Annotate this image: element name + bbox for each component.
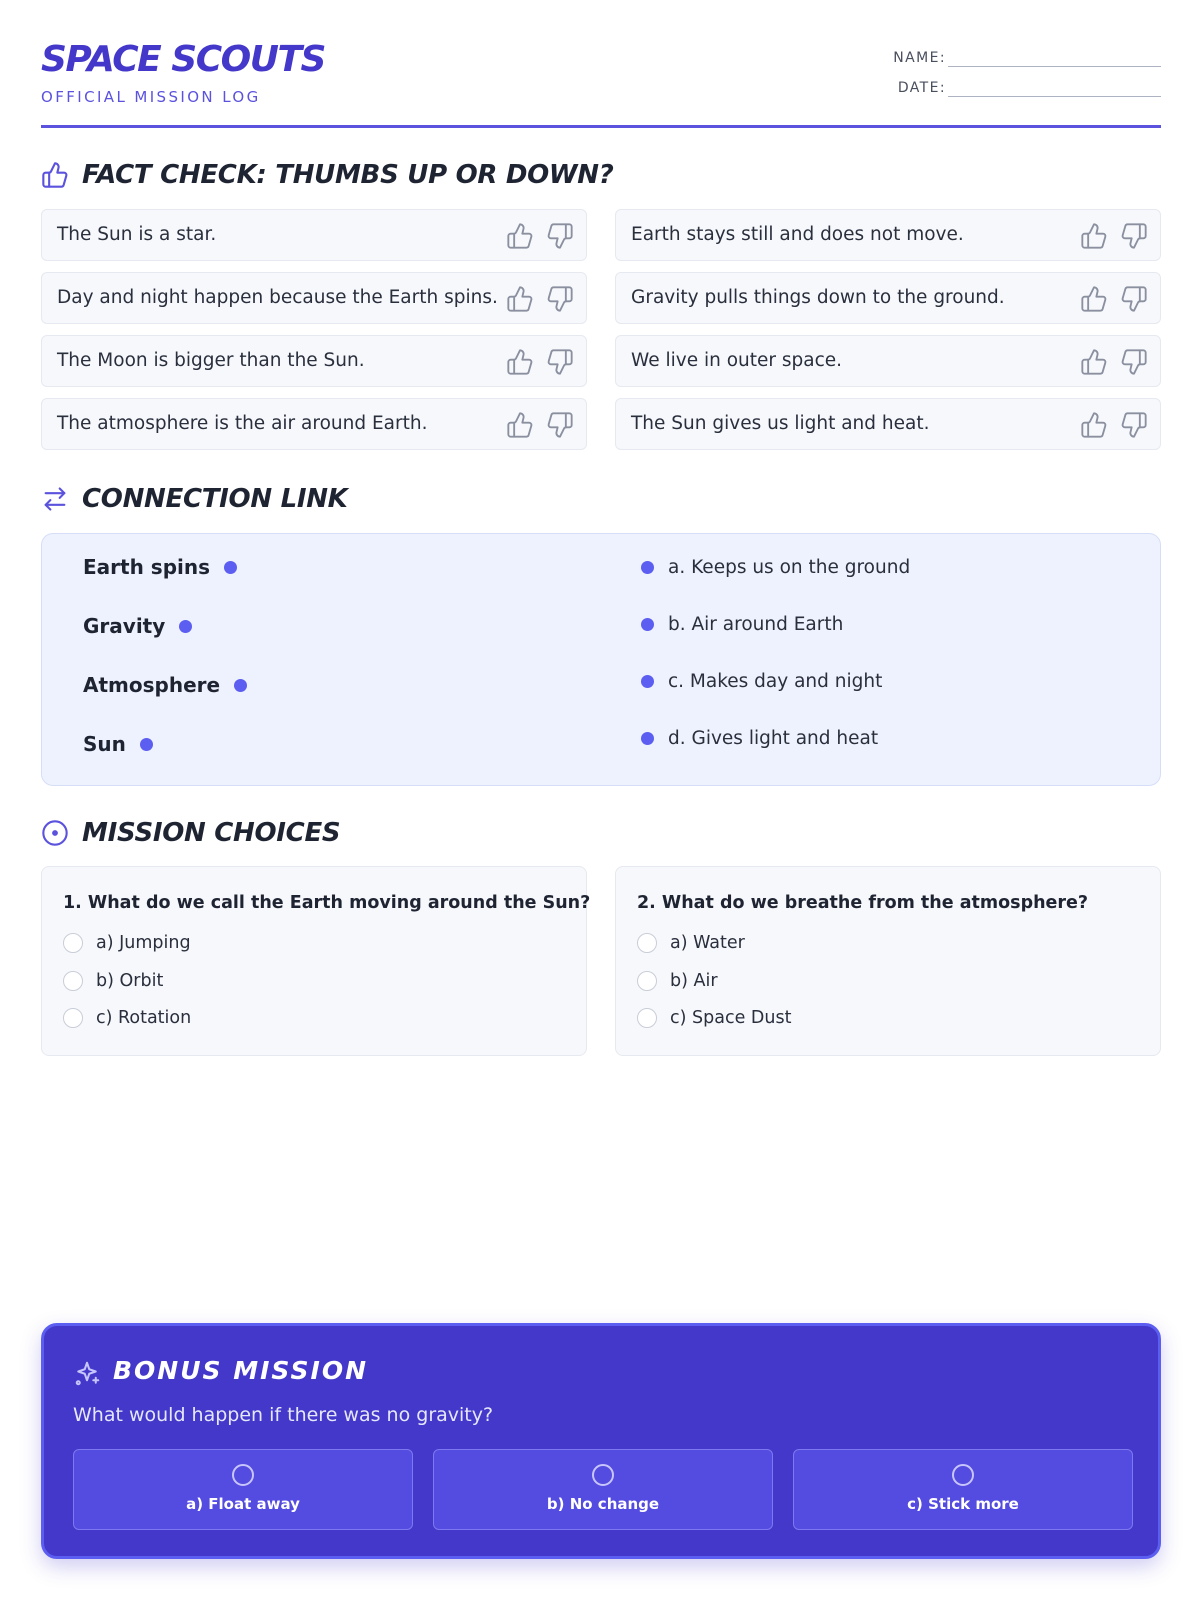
term-dot[interactable] xyxy=(224,561,237,574)
fact-check-title: FACT CHECK: THUMBS UP OR DOWN? xyxy=(82,160,614,190)
fact-text: The atmosphere is the air around Earth. xyxy=(57,413,428,434)
radio-button[interactable] xyxy=(63,1008,83,1028)
radio-button[interactable] xyxy=(637,971,657,991)
answer-option[interactable] xyxy=(63,933,191,953)
fact-text: We live in outer space. xyxy=(631,350,843,371)
thumbs-up-icon[interactable] xyxy=(1080,285,1108,313)
bonus-title: BONUS MISSION xyxy=(113,1356,369,1385)
question-text: 2. What do we breathe from the atmosphere? xyxy=(637,893,1089,913)
radio-button[interactable] xyxy=(63,933,83,953)
radio-button[interactable] xyxy=(952,1464,974,1486)
definition-label: b. Air around Earth xyxy=(668,614,844,635)
connection-definition xyxy=(641,671,882,692)
thumbs-down-icon[interactable] xyxy=(1120,285,1148,313)
definition-label: d. Gives light and heat xyxy=(668,728,879,749)
fact-card xyxy=(41,272,587,324)
fact-text: The Sun gives us light and heat. xyxy=(631,413,930,434)
thumbs-up-icon[interactable] xyxy=(1080,411,1108,439)
term-label: Gravity xyxy=(83,614,166,638)
radio-button[interactable] xyxy=(232,1464,254,1486)
swap-arrows-icon xyxy=(41,485,69,513)
name-label: NAME: xyxy=(893,50,946,66)
option-label: c) Rotation xyxy=(96,1008,192,1028)
bonus-option[interactable] xyxy=(73,1449,413,1530)
connection-definition xyxy=(641,614,843,635)
option-label: a) Water xyxy=(670,933,745,953)
name-line[interactable] xyxy=(948,66,1161,67)
question-card xyxy=(615,866,1161,1056)
fact-card xyxy=(615,272,1161,324)
connection-term xyxy=(83,732,153,756)
connection-box xyxy=(41,533,1161,786)
question-text: 1. What do we call the Earth moving around the Sun? xyxy=(63,893,591,913)
fact-text: The Moon is bigger than the Sun. xyxy=(57,350,365,371)
fact-card xyxy=(41,209,587,261)
option-label: c) Space Dust xyxy=(670,1008,792,1028)
option-label: b) Orbit xyxy=(96,971,164,991)
header xyxy=(41,38,1161,128)
target-icon xyxy=(41,819,69,847)
fact-text: Day and night happen because the Earth spins. xyxy=(57,287,498,308)
thumbs-down-icon[interactable] xyxy=(546,222,574,250)
brand-subtitle: OFFICIAL MISSION LOG xyxy=(41,88,261,106)
fact-card xyxy=(615,209,1161,261)
definition-dot[interactable] xyxy=(641,732,654,745)
answer-option[interactable] xyxy=(637,971,718,991)
definition-dot[interactable] xyxy=(641,675,654,688)
bonus-option-label: c) Stick more xyxy=(907,1495,1019,1513)
term-label: Sun xyxy=(83,732,126,756)
bonus-mission-panel xyxy=(41,1323,1161,1559)
answer-option[interactable] xyxy=(63,1008,191,1028)
name-field[interactable] xyxy=(871,48,1161,72)
thumbs-up-icon[interactable] xyxy=(506,411,534,439)
connection-term xyxy=(83,555,237,579)
thumbs-up-icon[interactable] xyxy=(506,222,534,250)
answer-option[interactable] xyxy=(63,971,163,991)
connection-term xyxy=(83,614,192,638)
term-dot[interactable] xyxy=(234,679,247,692)
thumbs-up-icon[interactable] xyxy=(1080,222,1108,250)
date-label: DATE: xyxy=(897,80,946,96)
bonus-question: What would happen if there was no gravity? xyxy=(73,1404,494,1426)
fact-card xyxy=(615,398,1161,450)
connection-term xyxy=(83,673,247,697)
fact-text: Earth stays still and does not move. xyxy=(631,224,964,245)
radio-button[interactable] xyxy=(637,1008,657,1028)
thumbs-up-icon[interactable] xyxy=(506,285,534,313)
bonus-option-label: b) No change xyxy=(546,1495,660,1513)
definition-label: a. Keeps us on the ground xyxy=(668,557,911,578)
connection-definition xyxy=(641,728,878,749)
thumbs-down-icon[interactable] xyxy=(546,285,574,313)
term-dot[interactable] xyxy=(140,738,153,751)
answer-option[interactable] xyxy=(637,1008,791,1028)
option-label: b) Air xyxy=(670,971,718,991)
thumbs-up-icon xyxy=(41,161,69,189)
definition-dot[interactable] xyxy=(641,618,654,631)
worksheet-page xyxy=(41,0,1161,1600)
brand-title: SPACE SCOUTS xyxy=(41,39,325,80)
bonus-option[interactable] xyxy=(793,1449,1133,1530)
date-field[interactable] xyxy=(871,78,1161,102)
question-card xyxy=(41,866,591,1056)
thumbs-up-icon[interactable] xyxy=(1080,348,1108,376)
sparkles-icon xyxy=(72,1359,102,1389)
thumbs-down-icon[interactable] xyxy=(1120,222,1148,250)
thumbs-down-icon[interactable] xyxy=(546,348,574,376)
term-dot[interactable] xyxy=(179,620,192,633)
choices-title: MISSION CHOICES xyxy=(82,818,341,848)
connection-definition xyxy=(641,557,910,578)
fact-card xyxy=(615,335,1161,387)
fact-card xyxy=(41,398,587,450)
definition-dot[interactable] xyxy=(641,561,654,574)
date-line[interactable] xyxy=(948,96,1161,97)
bonus-option-label: a) Float away xyxy=(186,1495,300,1513)
connection-title: CONNECTION LINK xyxy=(82,484,348,514)
thumbs-down-icon[interactable] xyxy=(546,411,574,439)
fact-text: The Sun is a star. xyxy=(57,224,217,245)
radio-button[interactable] xyxy=(637,933,657,953)
option-label: a) Jumping xyxy=(96,933,191,953)
thumbs-down-icon[interactable] xyxy=(1120,411,1148,439)
term-label: Earth spins xyxy=(83,555,211,579)
answer-option[interactable] xyxy=(637,933,745,953)
fact-text: Gravity pulls things down to the ground. xyxy=(631,287,1005,308)
radio-button[interactable] xyxy=(63,971,83,991)
thumbs-up-icon[interactable] xyxy=(506,348,534,376)
fact-card xyxy=(41,335,587,387)
thumbs-down-icon[interactable] xyxy=(1120,348,1148,376)
bonus-option[interactable] xyxy=(433,1449,773,1530)
radio-button[interactable] xyxy=(592,1464,614,1486)
term-label: Atmosphere xyxy=(83,673,221,697)
definition-label: c. Makes day and night xyxy=(668,671,883,692)
